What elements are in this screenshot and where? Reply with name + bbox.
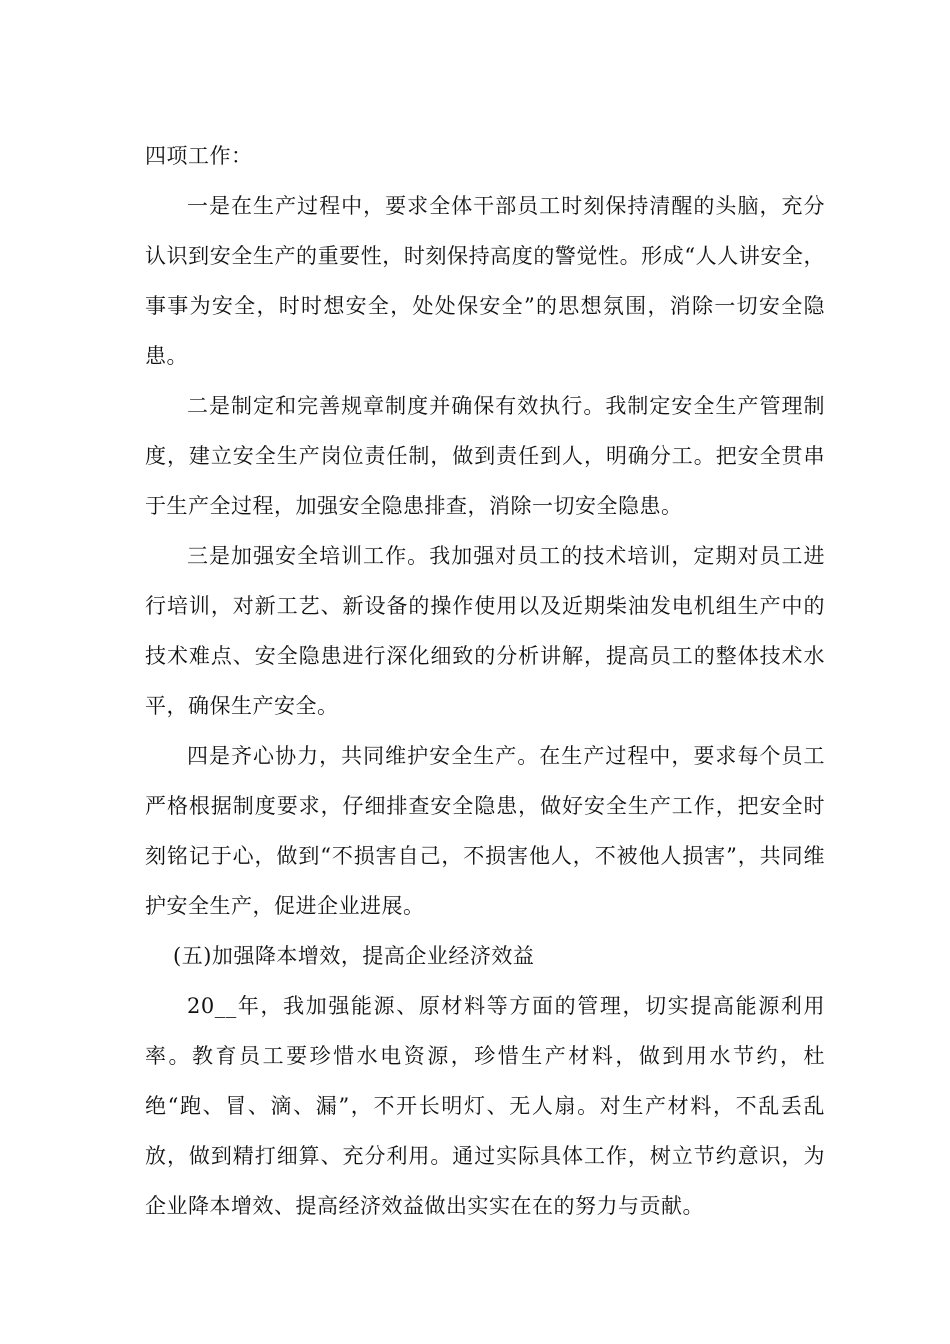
- paragraph-item-two: 二是制定和完善规章制度并确保有效执行。我制定安全生产管理制度，建立安全生产岗位责任制，做到责任到人，明确分工。把安全贯串于生产全过程，加强安全隐患排查，消除一切安全隐患。: [145, 394, 825, 518]
- paragraph-cost-reduction: 20__年，我加强能源、原材料等方面的管理，切实提高能源利用率。教育员工要珍惜水电资源，珍惜生产材料，做到用水节约，杜绝“跑、冒、滴、漏”，不开长明灯、无人扇。对生产材料，不乱丢乱放，做到精打细算、充分利用。通过实际具体工作，树立节约意识，为企业降本增效、提高经济效益做出实实在在的努力与贡献。: [145, 994, 825, 1218]
- paragraph-item-three: 三是加强安全培训工作。我加强对员工的技术培训，定期对员工进行培训，对新工艺、新设备的操作使用以及近期柴油发电机组生产中的技术难点、安全隐患进行深化细致的分析讲解，提高员工的整体技术水平，确保生产安全。: [145, 544, 825, 718]
- paragraph-section-intro: 四项工作：: [145, 144, 253, 168]
- paragraph-item-four: 四是齐心协力，共同维护安全生产。在生产过程中，要求每个员工严格根据制度要求，仔细排查安全隐患，做好安全生产工作，把安全时刻铭记于心，做到“不损害自己，不损害他人，不被他人损害”，共同维护安全生产，促进企业进展。: [145, 744, 825, 918]
- section-heading-five: (五)加强降本增效，提高企业经济效益: [173, 944, 535, 968]
- document-body: [145, 131, 825, 1231]
- paragraph-item-one: 一是在生产过程中，要求全体干部员工时刻保持清醒的头脑，充分认识到安全生产的重要性，时刻保持高度的警觉性。形成“人人讲安全，事事为安全，时时想安全，处处保安全”的思想氛围，消除一切安全隐患。: [145, 194, 825, 368]
